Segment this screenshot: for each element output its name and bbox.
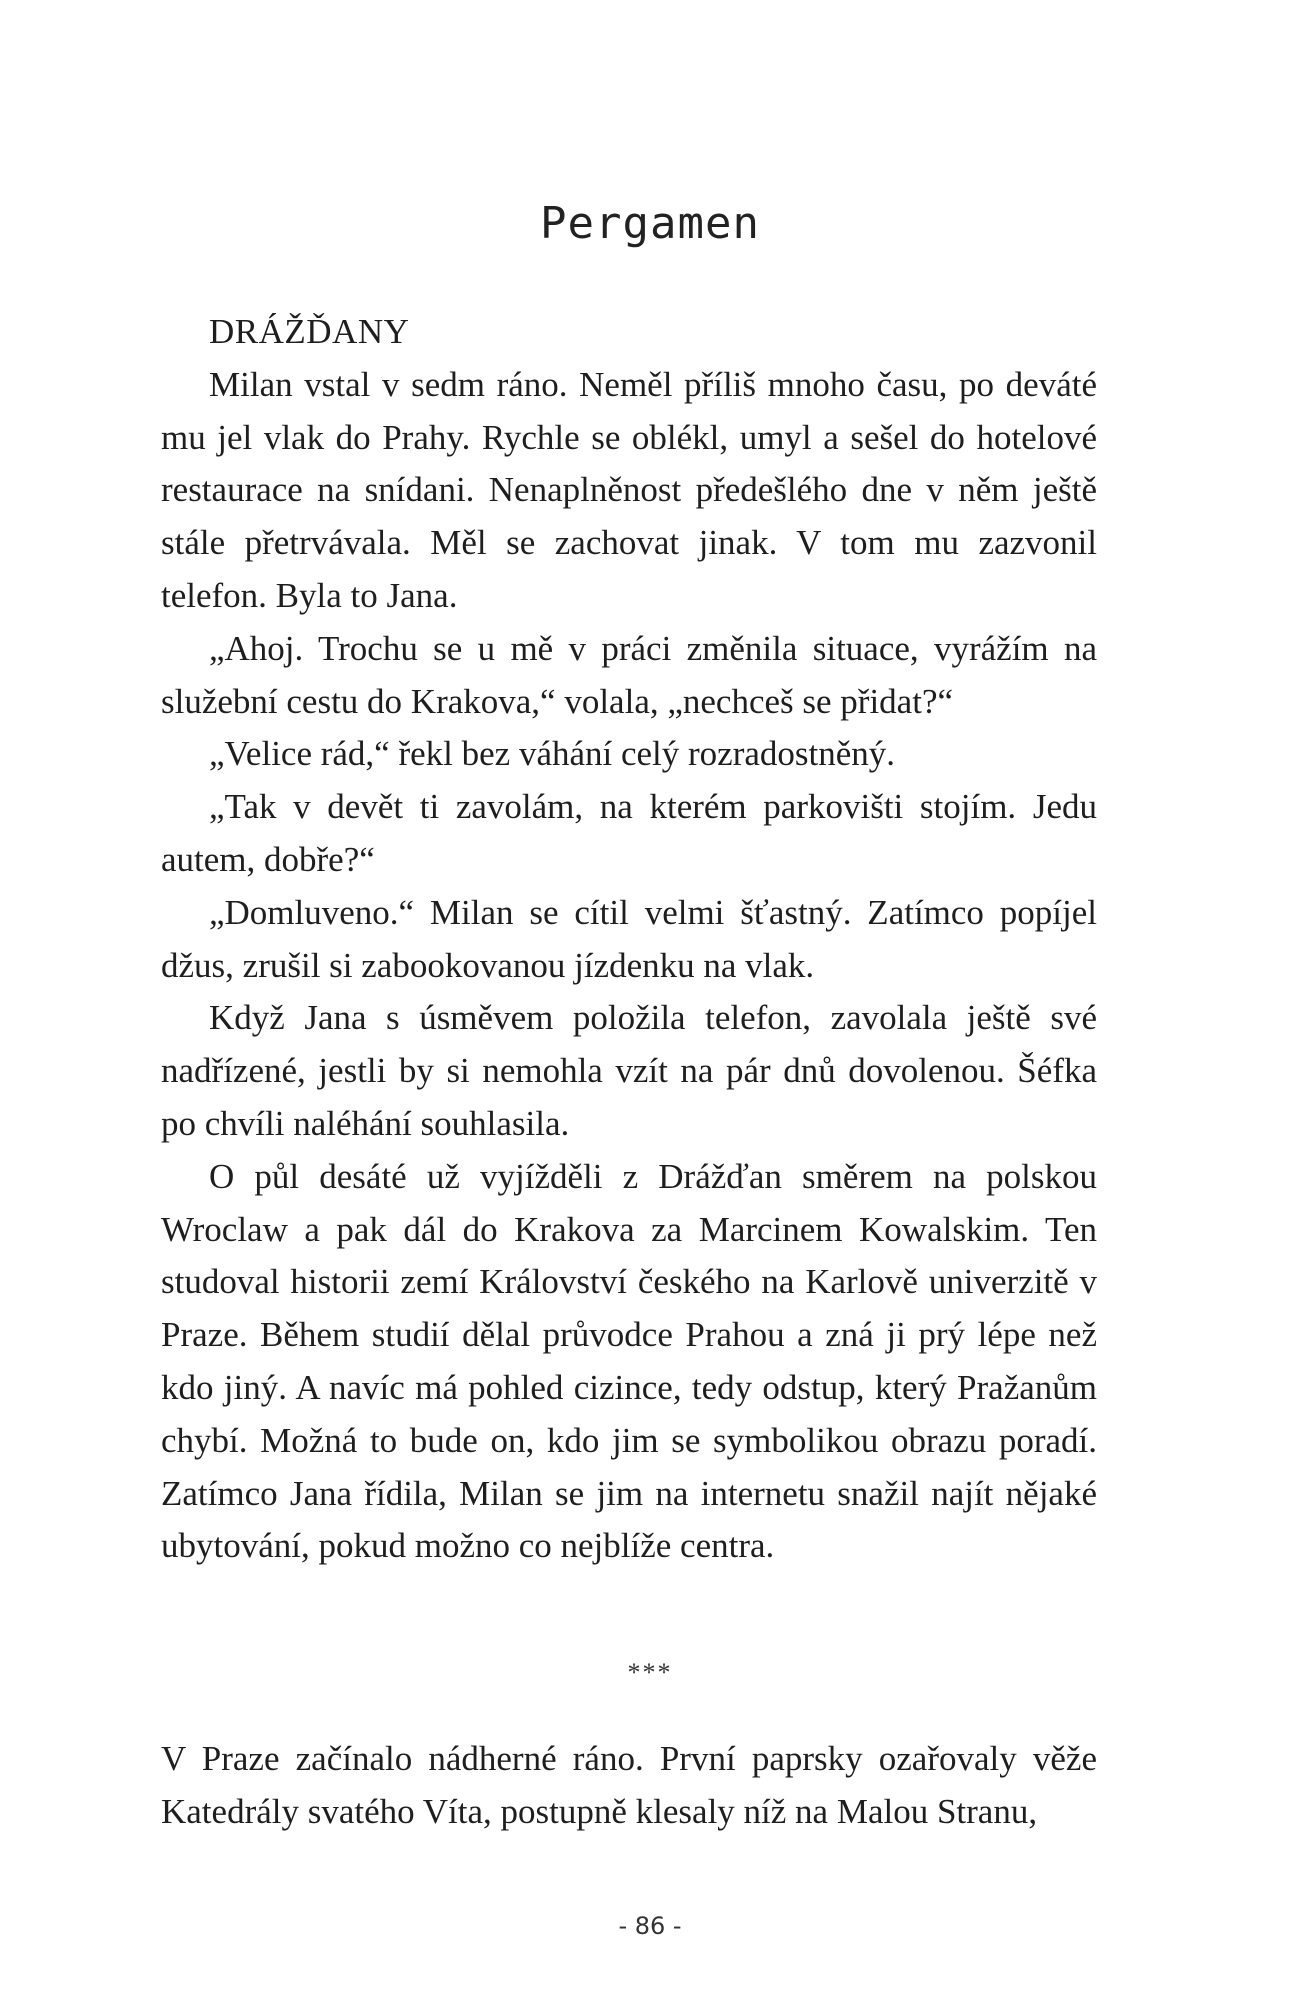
paragraph: „Ahoj. Trochu se u mě v práci změnila situace, vyrážím na služební cestu do Krakova,“ volala, „nechceš se přidat?“	[161, 628, 1097, 721]
page-number: - 86 -	[618, 1912, 682, 1940]
paragraph: „Tak v devět ti zavolám, na kterém parkovišti stojím. Jedu autem, dobře?“	[161, 787, 1097, 879]
paragraph: V Praze začínalo nádherné ráno. První paprsky ozařovaly věže Katedrály svatého Víta, postupně klesaly níž na Malou Stranu,	[161, 1739, 1097, 1831]
paragraph: Když Jana s úsměvem položila telefon, zavolala ještě své nadřízené, jestli by si nemohla vzít na pár dnů dovolenou. Šéfka po chvíli naléhání souhlasila.	[161, 998, 1097, 1143]
chapter-text	[161, 306, 1097, 1573]
second-section-text	[161, 1733, 1097, 1839]
location-heading: DRÁŽĎANY	[209, 312, 410, 351]
paragraph: O půl desáté už vyjížděli z Drážďan směrem na polskou Wroclaw a pak dál do Krakova za Marcinem Kowalskim. Ten studoval historii zemí Království českého na Karlově univerzitě v Praze. Během studií dělal průvodce Prahou a zná ji prý lépe než kdo jiný. A navíc má pohled cizince, tedy odstup, který Pražanům chybí. Možná to bude on, kdo jim se symbolikou obrazu poradí. Zatímco Jana řídila, Milan se jim na internetu snažil najít nějaké ubytování, pokud možno co nejblíže centra.	[161, 1156, 1097, 1566]
scene-break: ***	[627, 1658, 673, 1687]
chapter-title: Pergamen	[540, 198, 760, 249]
paragraph: Milan vstal v sedm ráno. Neměl příliš mnoho času, po deváté mu jel vlak do Prahy. Rychle se oblékl, umyl a sešel do hotelové restaurace na snídani. Nenaplněnost předešlého dne v něm ještě stále přetrvávala. Měl se zachovat jinak. V tom mu zazvonil telefon. Byla to Jana.	[161, 364, 1097, 615]
paragraph: „Domluveno.“ Milan se cítil velmi šťastný. Zatímco popíjel džus, zrušil si zabookovanou jízdenku na vlak.	[161, 892, 1097, 985]
paragraph: „Velice rád,“ řekl bez váhání celý rozradostněný.	[209, 734, 896, 774]
